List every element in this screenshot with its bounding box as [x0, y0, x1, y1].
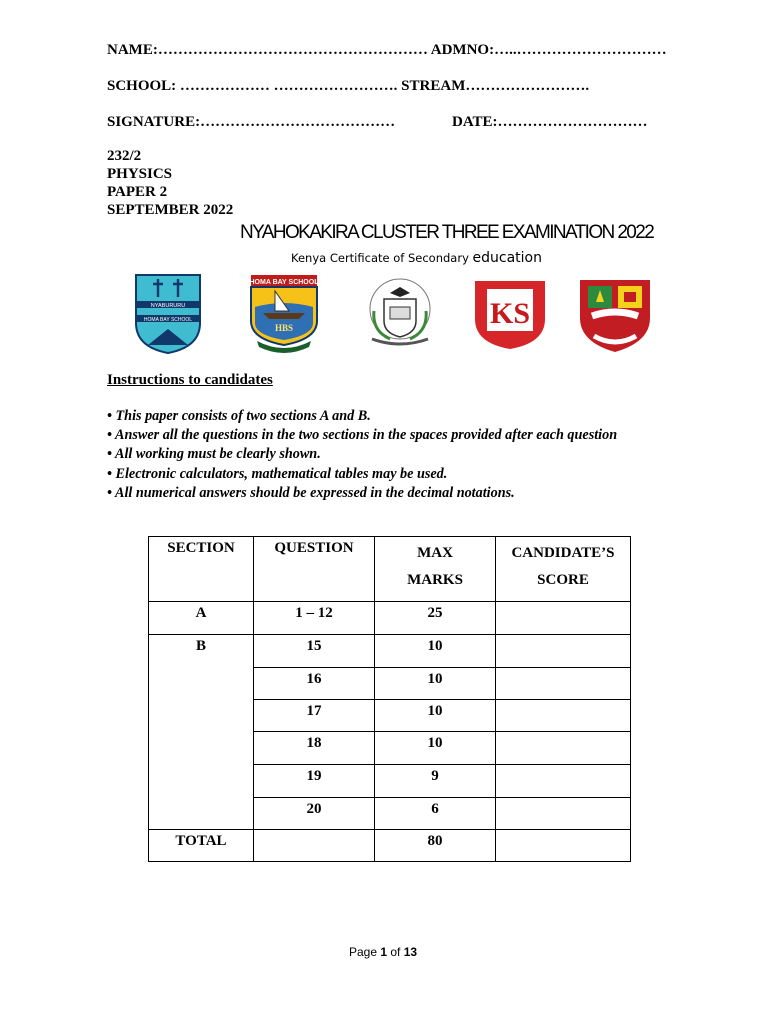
- row-b-score-cell[interactable]: [496, 668, 631, 700]
- crest-1-top-text: NYABURURU: [150, 303, 186, 309]
- exam-title: NYAHOKAKIRA CLUSTER THREE EXAMINATION 2022: [240, 222, 654, 243]
- crest-4-mid-text: KS: [489, 297, 531, 330]
- instruction-item: • All numerical answers should be expressed in the decimal notations.: [107, 484, 515, 501]
- page-word: Page: [349, 945, 381, 959]
- total-question-cell: [254, 830, 375, 862]
- paper-subject: PHYSICS: [107, 166, 173, 182]
- row-b-score-cell[interactable]: [496, 798, 631, 830]
- page-number: 1: [380, 945, 388, 959]
- header-max-marks: [375, 537, 496, 602]
- of-word: of: [387, 945, 404, 959]
- exam-subtitle-main: Kenya Certificate of Secondary: [291, 251, 473, 265]
- row-b-max: 10: [375, 732, 496, 765]
- header-section: SECTION: [149, 537, 254, 602]
- row-b-question: 16: [254, 668, 375, 700]
- instructions-list: [107, 407, 617, 503]
- row-b-question: 17: [254, 700, 375, 732]
- table-header-row: [149, 537, 631, 602]
- exam-subtitle-tail: education: [472, 250, 542, 266]
- crest-2-mid-text: HBS: [274, 323, 294, 333]
- row-b-score-cell[interactable]: [496, 732, 631, 765]
- row-b-score-cell[interactable]: [496, 635, 631, 668]
- row-a-score-cell[interactable]: [496, 602, 631, 635]
- nyaburi-school-crest-icon: [134, 273, 202, 355]
- paper-info: [107, 147, 233, 219]
- instruction-item: • Answer all the questions in the two sections in the spaces provided after each question: [107, 427, 618, 444]
- ks-school-crest-icon: [473, 279, 547, 351]
- table-row: [149, 635, 631, 668]
- header-max-line2: MARKS: [407, 572, 463, 588]
- instruction-item: • Electronic calculators, mathematical tables may be used.: [107, 465, 448, 482]
- row-b-section: B: [149, 635, 254, 830]
- paper-code: 232/2: [107, 148, 142, 164]
- row-b-max: 10: [375, 635, 496, 668]
- row-b-max: 10: [375, 668, 496, 700]
- page-total: 13: [403, 945, 418, 959]
- total-score-cell[interactable]: [496, 830, 631, 862]
- kapiloni-girls-crest-icon: [360, 275, 440, 347]
- total-label: TOTAL: [149, 830, 254, 862]
- row-b-question: 20: [254, 798, 375, 830]
- header-candidate-score: [496, 537, 631, 602]
- row-a-max: 25: [375, 602, 496, 635]
- row-b-question: 15: [254, 635, 375, 668]
- row-b-question: 19: [254, 765, 375, 798]
- row-a-question: 1 – 12: [254, 602, 375, 635]
- row-b-max: 10: [375, 700, 496, 732]
- paper-number: PAPER 2: [107, 184, 168, 200]
- instruction-item: • All working must be clearly shown.: [107, 446, 321, 463]
- crest-1-bottom-text: HOMA BAY SCHOOL: [143, 317, 193, 323]
- exam-subtitle: [291, 250, 542, 266]
- school-stream-line: SCHOOL: ……………… ……………………. STREAM…………………….: [107, 78, 590, 94]
- header-score-line2: SCORE: [537, 572, 589, 588]
- instruction-item: • This paper consists of two sections A and B.: [107, 408, 371, 424]
- total-max: 80: [375, 830, 496, 862]
- row-b-score-cell[interactable]: [496, 765, 631, 798]
- crest-2-top-text: HOMA BAY SCHOOL: [249, 279, 319, 286]
- row-a-section: A: [149, 602, 254, 635]
- instructions-heading: Instructions to candidates: [107, 372, 273, 388]
- row-b-score-cell[interactable]: [496, 700, 631, 732]
- header-score-line1: CANDIDATE’S: [511, 545, 615, 561]
- signature-line: SIGNATURE:…………………………………: [107, 114, 396, 130]
- table-row-total: [149, 830, 631, 862]
- row-b-max: 9: [375, 765, 496, 798]
- header-max-line1: MAX: [417, 545, 453, 561]
- header-question: QUESTION: [254, 537, 375, 602]
- date-line: DATE:…………………………: [452, 114, 648, 130]
- paper-date: SEPTEMBER 2022: [107, 202, 234, 218]
- homa-bay-school-crest-icon: [245, 273, 323, 353]
- name-admno-line: NAME:……………………………………………… ADMNO:…..…………………………: [107, 42, 667, 58]
- row-b-max: 6: [375, 798, 496, 830]
- table-row: [149, 602, 631, 635]
- marks-table: [148, 536, 631, 862]
- row-b-question: 18: [254, 732, 375, 765]
- st-joseph-kapogi-crest-icon: [578, 278, 652, 356]
- page-footer: [349, 945, 417, 959]
